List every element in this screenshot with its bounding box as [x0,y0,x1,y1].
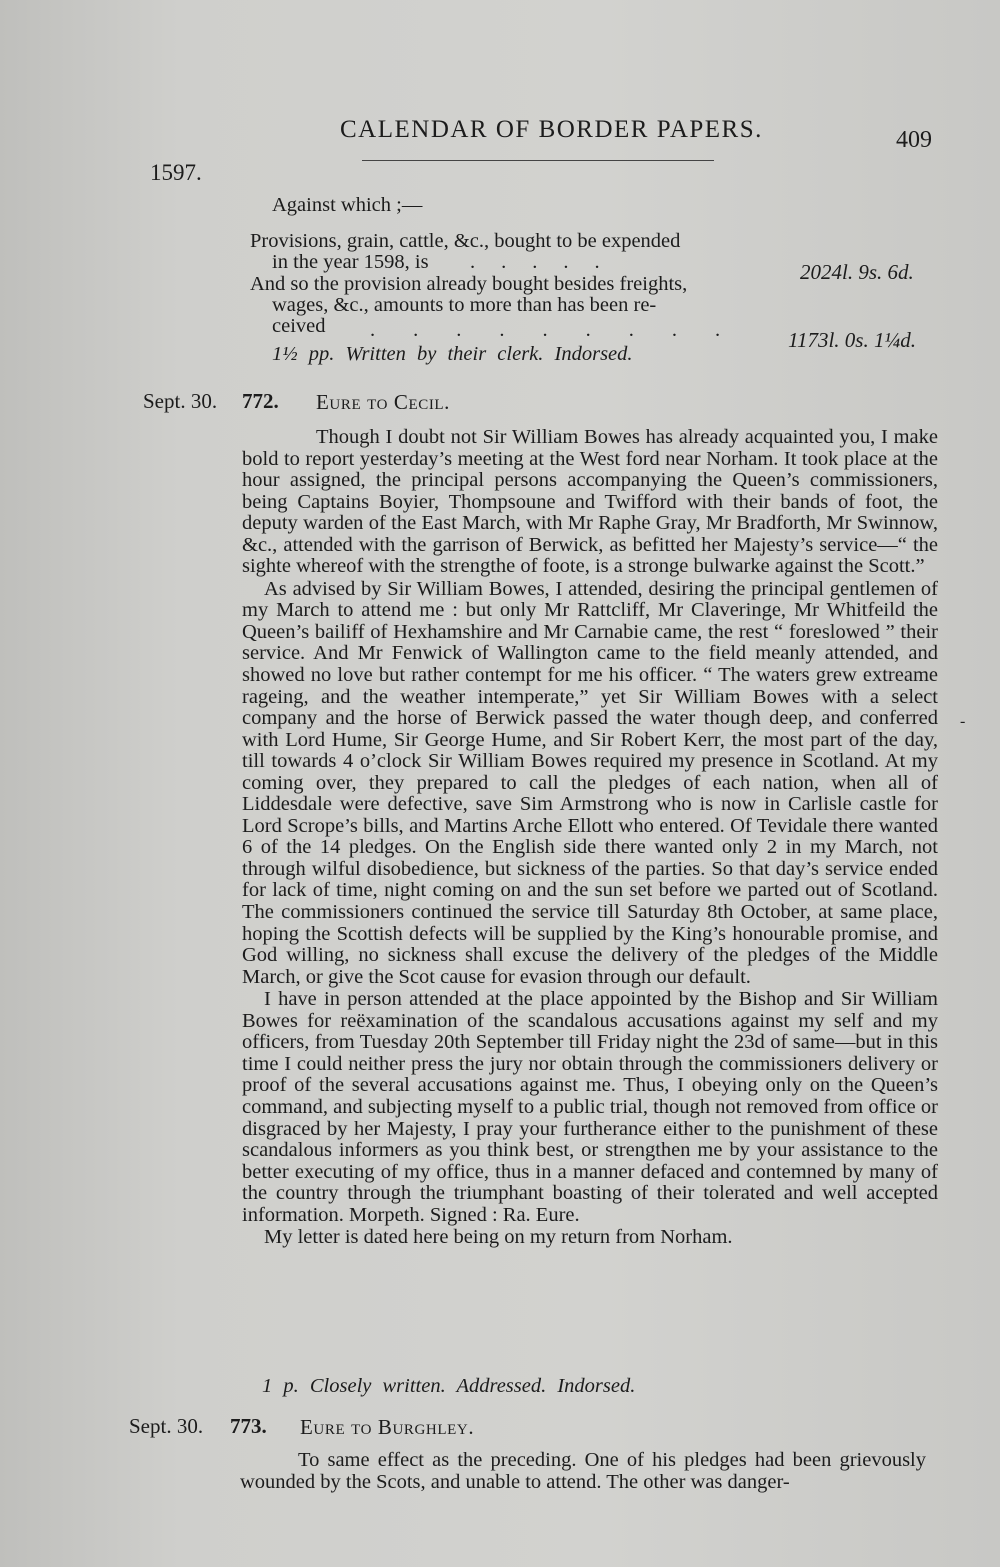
accounts-intro: Against which ;— [272,194,423,216]
accounts-item2-line2: wages, &c., amounts to more than has been re- [272,294,657,316]
year-label: 1597. [150,160,202,185]
letter-paragraph: As advised by Sir William Bowes, I attended, desiring the principal gentlemen of my March to attend me : but only Mr Rattcliff, Mr Claveringe, Mr Whitfeild the Queen’s bailiff of Hexhamshire and Mr Carnabie came, the rest “ foreslowed ” their service. And Mr Fenwick of Wallington came to the field meanly attended, and showed no love but rather contempt for me his officer. “ The waters grew extreame rageing, and the weather intemperate,” yet Sir William Bowes with a select company and the horse of Berwick passed the water though deep, and conferred with Lord Hume, Sir George Hume, and Sir Robert Kerr, the most part of the day, till towards 4 o’clock Sir William Bowes required my presence in Scotland. At my coming over, they prepared to call the pledges of each nation, when all of Liddesdale were defective, save Sim Armstrong who is now in Carlisle castle for Lord Scrope’s bills, and Martins Arche Ellott who entered. Of Tevidale there wanted 6 of the 14 pledges. On the English side there wanted only 2 in my March, not through wilful disobedience, but sickness of the parties. So that day’s service ended for lack of time, night coming on and the sun set before we parted out of Scotland. The commissioners continued the service till Saturday 8th October, at same place, hoping the Scottish defects will be supplied by the King’s honourable promise, and God willing, no sickness shall excuse the delivery of the pledges of the Middle March, or give the Scot cause for evasion through our default. [242,577,938,988]
entry-772-date: Sept. 30. [143,389,218,413]
accounts-item2-amount: 1173l. 0s. 1¼d. [788,328,916,352]
entry-772-letter [242,427,938,1249]
letter-paragraph: Though I doubt not Sir William Bowes has already acquainted you, I make bold to report yesterday’s meeting at the West ford near Norham. It took place at the hour assigned, the principal persons accompanying the Queen’s commissioners, being Captains Boyier, Thompsoune and Twifford with their bands of foot, the deputy warden of the East March, with Mr Raphe Gray, Mr Bradforth, Mr Swinnow, &c., attended with the garrison of Berwick, as befitted her Majesty’s service—“ the sighte whereof with the strengthe of foote, is a stronge bulwarke against the Scott.” [242,426,938,578]
entry-773-paragraph: To same effect as the preceding. One of his pledges had been grievously wounded by the Scots, and unable to attend. The other was danger- [240,1449,926,1493]
accounts-item1-line1: Provisions, grain, cattle, &c., bought to be expended [250,230,681,252]
accounts-item1-amount: 2024l. 9s. 6d. [800,260,914,284]
accounts-item2-line1: And so the provision already bought besides freights, [250,273,688,295]
entry-773-title: Eure to Burghley. [300,1415,475,1439]
entry-772-note: 1 p. Closely written. Addressed. Indorsed. [262,1375,636,1397]
letter-paragraph: I have in person attended at the place appointed by the Bishop and Sir William Bowes for reëxamination of the scandalous accusations against my self and my officers, from Tuesday 20th September till Friday night the 23d of same—but in this time I could neither press the jury nor obtain through the commissioners delivery or proof of the several accusations against me. Thus, I obeying only on the Queen’s command, and subjecting myself to a public trial, though not removed from office or disgraced by her Majesty, I pray your furtherance either to the punishment of these scandalous informers as you think best, or strengthen me by your assistance to the better executing of my office, thus in a manner defaced and contemned by many of the country through the triumphant boasting of their tolerated and well accepted information. Morpeth. Signed : Ra. Eure. [242,988,938,1226]
entry-773-text [240,1450,926,1493]
header-rule [362,160,714,161]
accounts-item2-line3: ceived [272,315,326,337]
entry-772-number: 772. [242,389,279,413]
letter-paragraph: My letter is dated here being on my return from Norham. [264,1226,733,1249]
page-number: 409 [896,127,932,153]
running-header-title: CALENDAR OF BORDER PAPERS. [340,116,763,143]
entry-772-title: Eure to Cecil. [316,390,451,414]
leader-dots: ..... [470,251,626,273]
entry-773-date: Sept. 30. [129,1414,204,1438]
leader-dots: ......... [370,319,759,341]
accounts-note: 1½ pp. Written by their clerk. Indorsed. [272,343,633,365]
margin-mark: - [960,713,966,730]
entry-773-number: 773. [230,1414,267,1438]
accounts-item1-line2: in the year 1598, is [272,251,429,273]
